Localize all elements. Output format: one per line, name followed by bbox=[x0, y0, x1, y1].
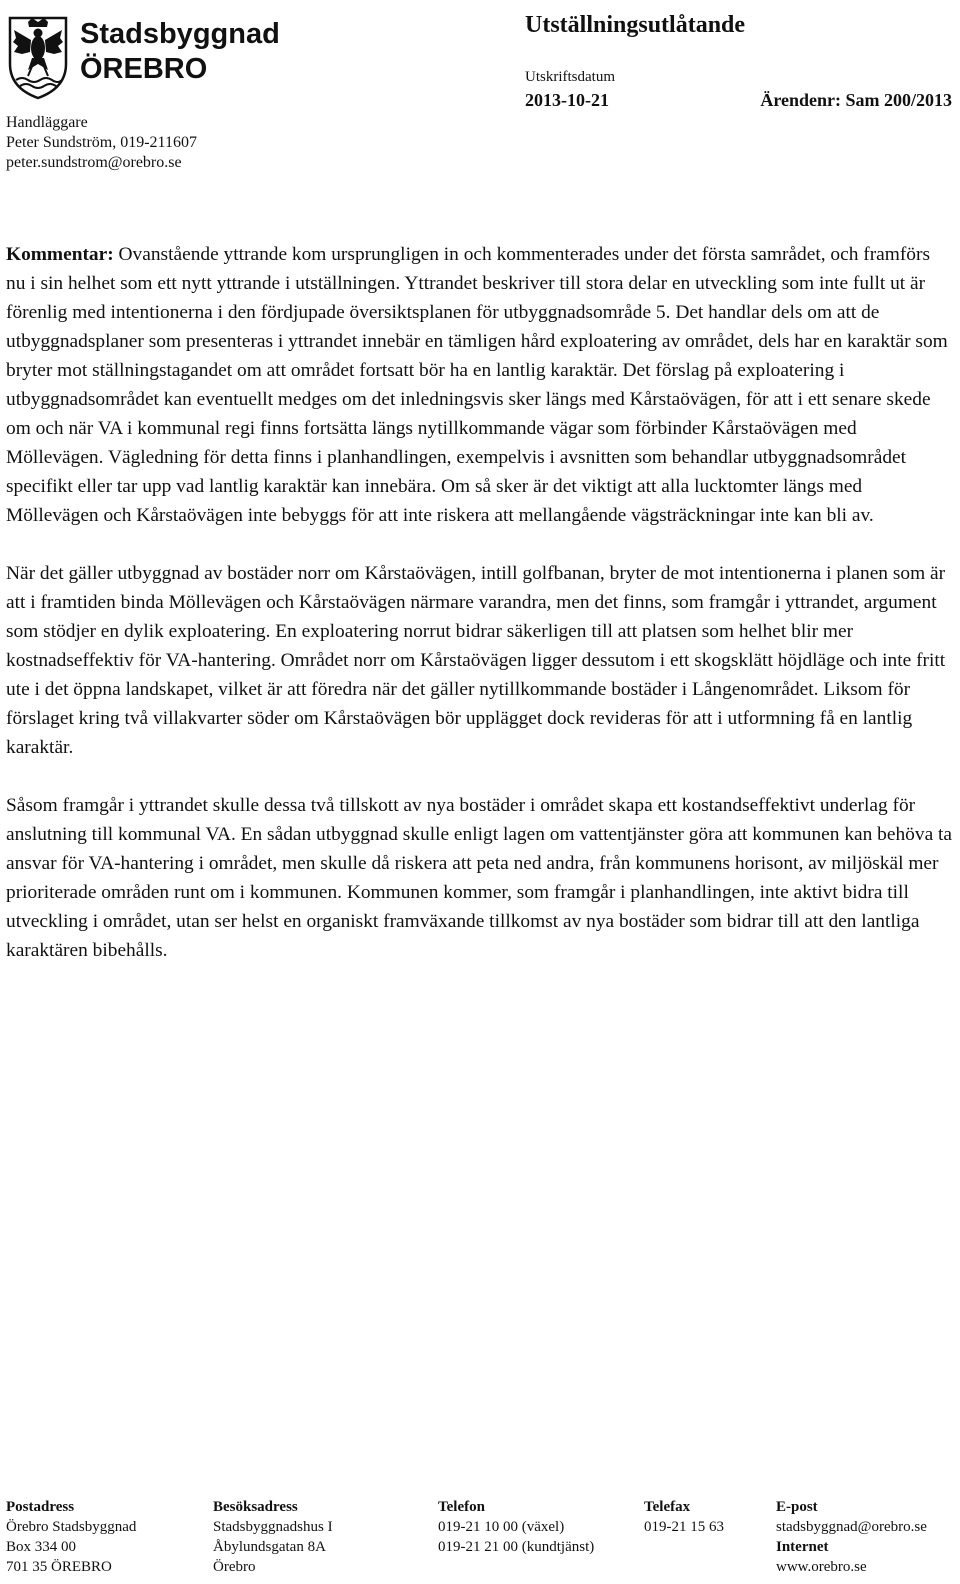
footer-postadress-line1: Örebro Stadsbyggnad bbox=[6, 1519, 137, 1535]
handlaggare-label: Handläggare bbox=[6, 114, 88, 131]
logo-text-orebro: ÖREBRO bbox=[80, 53, 208, 85]
footer-telefax-line1: 019-21 15 63 bbox=[644, 1519, 724, 1535]
footer-postadress-heading: Postadress bbox=[6, 1499, 75, 1515]
footer-telefon-line1: 019-21 10 00 (växel) bbox=[438, 1519, 565, 1535]
print-date-value: 2013-10-21 bbox=[525, 90, 609, 110]
document-body bbox=[6, 240, 952, 994]
footer-telefax bbox=[644, 1497, 724, 1537]
paragraph-1 bbox=[6, 240, 952, 530]
paragraph-3: Såsom framgår i yttrandet skulle dessa två tillskott av nya bostäder i området skapa ett kostandseffektivt underlag för anslutning till kommunal VA. En sådan utbyggnad skulle enligt lagen om vattentjänster göra att kommunen kan behöva ta ansvar för VA-hantering i området, men skulle då riskera att peta ned andra, från kommunens horisont, av miljöskäl mer prioriterade områden runt om i kommunen. Kommunen kommer, som framgår i planhandlingen, inte aktivt bidra till utveckling i området, utan ser helst en organiskt framväxande tillkomst av nya bostäder som bidrar till att den lantliga karaktären bibehålls. bbox=[6, 795, 953, 961]
footer-postadress-line3: 701 35 ÖREBRO bbox=[6, 1559, 112, 1575]
footer-postadress-line2: Box 334 00 bbox=[6, 1539, 77, 1555]
footer-epost bbox=[776, 1497, 927, 1577]
footer-besoksadress bbox=[213, 1497, 333, 1577]
footer-besoksadress-heading: Besöksadress bbox=[213, 1499, 298, 1515]
logo-text-stadsbyggnad: Stadsbyggnad bbox=[80, 18, 280, 50]
footer-besoksadress-line3: Örebro bbox=[213, 1559, 256, 1575]
footer-internet-heading: Internet bbox=[776, 1539, 829, 1555]
print-date-label: Utskriftsdatum bbox=[525, 69, 615, 85]
paragraph-2: När det gäller utbyggnad av bostäder norr om Kårstaövägen, intill golfbanan, bryter de mot intentionerna i planen som är att i framtiden binda Möllevägen och Kårstaövägen närmare varandra, men det finns, som framgår i yttrandet, argument som stödjer en dylik exploatering. En exploatering norrut bidrar säkerligen till att platsen som helhet blir mer kostnadseffektiv för VA-hantering. Området norr om Kårstaövägen ligger dessutom i ett skogsklätt höjdläge och inte fritt ute i det öppna landskapet, vilket är att föredra när det gäller nytillkommande bostäder i Långenområdet. Liksom för förslaget kring två villakvarter söder om Kårstaövägen bör upplägget dock revideras för att i utformning få en lantlig karaktär. bbox=[6, 563, 946, 758]
comment-label: Kommentar: bbox=[6, 244, 114, 265]
footer-telefon-heading: Telefon bbox=[438, 1499, 485, 1515]
footer-telefon bbox=[438, 1497, 594, 1557]
stadsbyggnad-orebro-logo bbox=[6, 14, 280, 106]
handlaggare-name-phone: Peter Sundström, 019-211607 bbox=[6, 134, 197, 151]
footer-epost-line1: stadsbyggnad@orebro.se bbox=[776, 1519, 927, 1535]
footer-internet-line1: www.orebro.se bbox=[776, 1559, 867, 1575]
paragraph-1-text: Ovanstående yttrande kom ursprungligen in och kommenterades under det första samrådet, och framförs nu i sin helhet som ett nytt yttrande i utställningen. Yttrandet beskriver till stora delar en utveckling som inte fullt ut är förenlig med intentionerna i den fördjupade översiktsplanen för utbyggnadsområde 5. Det handlar dels om att de utbyggnadsplaner som presenteras i yttrandet innebär en tämligen hård exploatering av området, dels har en karaktär som bryter mot ställningstagandet om att området fortsatt bör ha en lantlig karaktär. Det förslag på exploatering i utbyggnadsområdet kan eventuellt medges om det inledningsvis sker längs med Kårstaövägen, för att i ett senare skede om och när VA i kommunal regi finns fortsätta längs nytillkommande vägar som förbinder Kårstaövägen med Möllevägen. Vägledning för detta finns i planhandlingen, exempelvis i avsnitten som behandlar utbyggnadsområdet specifikt eller tar upp vad lantlig karaktär kan innebära. Om så sker är det viktigt att alla lucktomter längs med Möllevägen och Kårstaövägen inte bebyggs för att inte riskera att mellangående vägsträckningar inte kan bli av. bbox=[6, 244, 948, 526]
handlaggare-block bbox=[6, 113, 197, 173]
footer-besoksadress-line2: Åbylundsgatan 8A bbox=[213, 1539, 326, 1555]
footer-postadress bbox=[6, 1497, 136, 1577]
footer-telefax-heading: Telefax bbox=[644, 1499, 691, 1515]
footer-epost-heading: E-post bbox=[776, 1499, 818, 1515]
document-title: Utställningsutlåtande bbox=[525, 12, 746, 38]
handlaggare-email: peter.sundstrom@orebro.se bbox=[6, 154, 182, 171]
orebro-crest-icon bbox=[6, 14, 70, 100]
case-number: Ärendenr: Sam 200/2013 bbox=[760, 90, 952, 110]
footer-besoksadress-line1: Stadsbyggnadshus I bbox=[213, 1519, 333, 1535]
footer-telefon-line2: 019-21 21 00 (kundtjänst) bbox=[438, 1539, 595, 1555]
